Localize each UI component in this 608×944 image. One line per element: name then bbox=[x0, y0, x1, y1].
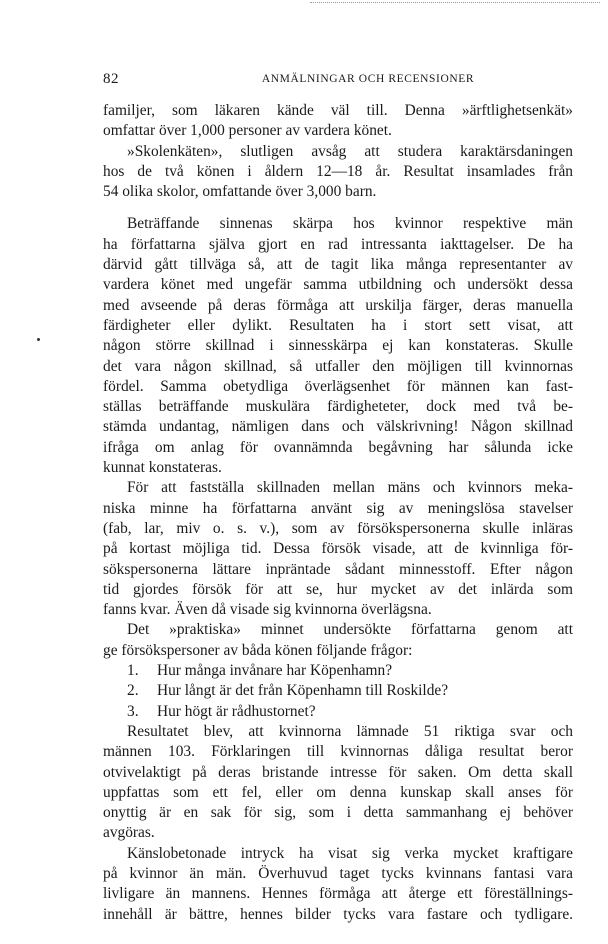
text-line: otvivelaktigt på deras bristande intresse för saken. Om detta skall bbox=[103, 763, 573, 781]
text-line: Beträffande sinnenas skärpa hos kvinnor respektive män bbox=[127, 215, 573, 233]
text-line: sökspersonerna lättare inpräntade sådant minnesstoff. Efter någon bbox=[103, 560, 573, 578]
text-line: ställas beträffande muskulära färdigheteter, dock med två be- bbox=[103, 398, 573, 416]
text-line: (fab, lar, miv o. s. v.), som av försökspersonerna skulle inläras bbox=[103, 519, 573, 537]
text-line: tid gjordes försök för att se, hur mycket av det inlärda som bbox=[103, 580, 573, 598]
text-line: niska minne ha författarna använt sig av meningslösa stavelser bbox=[103, 499, 573, 517]
running-head: ANMÄLNINGAR OCH RECENSIONER bbox=[261, 73, 475, 85]
text-line: uppfattas som ett fel, eller om denna kunskap skall anses för bbox=[103, 783, 573, 801]
text-line: omfattar över 1,000 personer av vardera könet. bbox=[103, 122, 392, 140]
question-number: 3. bbox=[127, 702, 139, 720]
question-item bbox=[103, 681, 573, 701]
margin-speck bbox=[37, 338, 40, 341]
text-line: 54 olika skolor, omfattande över 3,000 barn. bbox=[103, 183, 377, 201]
scan-edge-rule bbox=[310, 2, 600, 3]
question-text: Hur högt är rådhustornet? bbox=[157, 702, 316, 720]
question-number: 2. bbox=[127, 682, 139, 700]
text-line: färdigheter eller dylikt. Resultaten ha i stort sett visat, att bbox=[103, 316, 573, 334]
text-line: livligare än mannens. Hennes förmåga att återge ett föreställnings- bbox=[103, 885, 573, 903]
text-line: avgöras. bbox=[103, 824, 155, 842]
question-text: Hur långt är det från Köpenhamn till Roskilde? bbox=[157, 682, 449, 700]
text-line: Känslobetonade intryck ha visat sig verka mycket kraftigare bbox=[127, 844, 573, 862]
text-line: Det »praktiska» minnet undersökte författarna genom att bbox=[127, 621, 573, 639]
text-line: ha författarna själva gjort en rad intressanta iakttagelser. De ha bbox=[103, 235, 573, 253]
question-text: Hur många invånare har Köpenhamn? bbox=[157, 662, 393, 680]
text-line: ge försökspersoner av båda könen följande frågor: bbox=[103, 641, 413, 659]
question-item bbox=[103, 661, 573, 681]
question-item bbox=[103, 702, 573, 722]
text-line: vardera könet med ungefär samma utbildning och undersökt dessa bbox=[103, 276, 573, 294]
text-line: männen 103. Förklaringen till kvinnornas dåliga resultat beror bbox=[103, 743, 573, 761]
text-line: familjer, som läkaren kände väl till. Denna »ärftlighetsenkät» bbox=[103, 102, 573, 119]
text-line: på kortast möjliga tid. Dessa försök visade, att de kvinnliga för- bbox=[103, 540, 573, 558]
text-line: onyttig är en sak för sig, som i detta sammanhang ej behöver bbox=[103, 804, 573, 822]
text-line: Resultatet blev, att kvinnorna lämnade 51 riktiga svar och bbox=[127, 722, 573, 740]
text-line: hos de två könen i åldern 12—18 år. Resultat insamlades från bbox=[103, 162, 573, 180]
text-line: fördel. Samma obetydliga överlägsenhet för männen kan fast- bbox=[103, 377, 573, 395]
text-line: det vara någon skillnad, så utfaller den möjligen till kvinnornas bbox=[103, 357, 573, 375]
page-number: 82 bbox=[103, 71, 119, 87]
text-line: kunnat konstateras. bbox=[103, 459, 222, 477]
text-line: innehåll är bättre, hennes bilder tycks vara fastare och tydligare. bbox=[103, 905, 573, 923]
body-text bbox=[103, 101, 573, 925]
text-line: ifråga om anlag för ovannämnda begåvning har sålunda icke bbox=[103, 438, 573, 456]
text-line: någon större skillnad i sinnesskärpa ej kan konstateras. Skulle bbox=[103, 337, 573, 355]
text-line: »Skolenkäten», slutligen avsåg att studera karaktärsdaningen bbox=[127, 142, 573, 160]
text-line: därvid gått tillväga så, att de tagit lika många representanter av bbox=[103, 256, 573, 274]
text-line: stämda undantag, nämligen dans och välskrivning! Någon skillnad bbox=[103, 418, 573, 436]
page-header bbox=[103, 71, 573, 89]
text-line: på kvinnor än män. Överhuvud taget tycks kvinnans fantasi vara bbox=[103, 864, 573, 882]
text-line: med avseende på deras förmåga att urskilja färger, deras manuella bbox=[103, 296, 573, 314]
question-number: 1. bbox=[127, 662, 139, 680]
text-line: fanns kvar. Även då visade sig kvinnorna överlägsna. bbox=[103, 601, 432, 619]
text-line: För att fastställa skillnaden mellan mäns och kvinnors meka- bbox=[127, 479, 573, 497]
